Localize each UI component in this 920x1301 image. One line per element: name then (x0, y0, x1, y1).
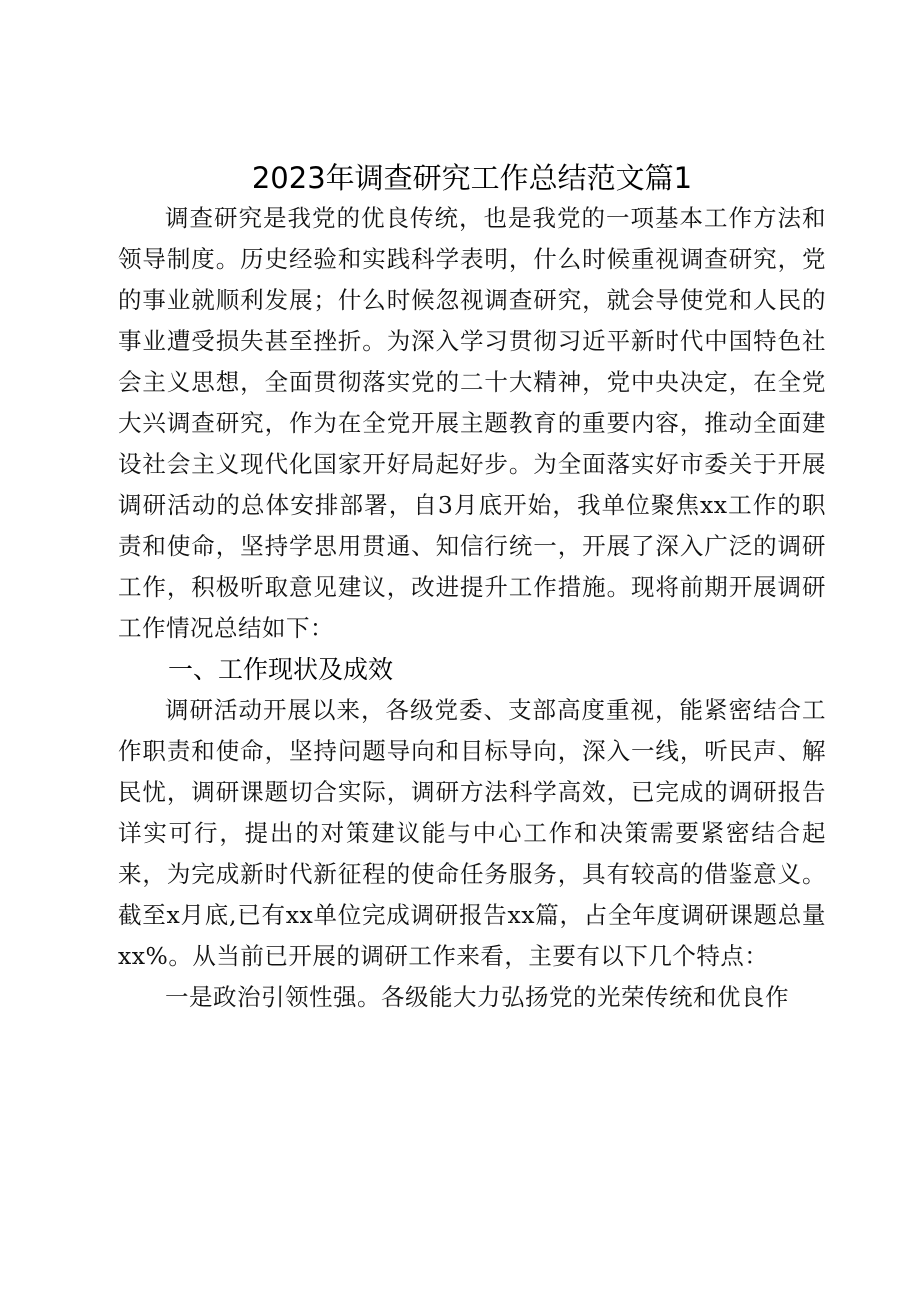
section-paragraph-overview: 调研活动开展以来，各级党委、支部高度重视，能紧密结合工作职责和使命，坚持问题导向和目标导向，深入一线，听民声、解民忧，调研课题切合实际，调研方法科学高效，已完成的调研报告详实可行，提出的对策建议能与中心工作和决策需要紧密结合起来，为完成新时代新征程的使命任务服务，具有较高的借鉴意义。截至x月底,已有xx单位完成调研报告xx篇，占全年度调研课题总量xx%。从当前已开展的调研工作来看，主要有以下几个特点： (118, 696, 826, 970)
section-paragraph-political-leadership: 一是政治引领性强。各级能大力弘扬党的光荣传统和优良作 (165, 983, 789, 1011)
document-body (118, 158, 826, 1018)
intro-paragraph: 调查研究是我党的优良传统，也是我党的一项基本工作方法和领导制度。历史经验和实践科学表明，什么时候重视调查研究，党的事业就顺利发展；什么时候忽视调查研究，就会导使党和人民的事业遭受损失甚至挫折。为深入学习贯彻习近平新时代中国特色社会主义思想，全面贯彻落实党的二十大精神，党中央决定，在全党大兴调查研究，作为在全党开展主题教育的重要内容，推动全面建设社会主义现代化国家开好局起好步。为全面落实好市委关于开展调研活动的总体安排部署，自3月底开始，我单位聚焦xx工作的职责和使命，坚持学思用贯通、知信行统一，开展了深入广泛的调研工作，积极听取意见建议，改进提升工作措施。现将前期开展调研工作情况总结如下： (118, 204, 826, 642)
document-title: 2023年调查研究工作总结范文篇1 (251, 161, 693, 195)
section-heading-work-status: 一、工作现状及成效 (168, 655, 394, 684)
